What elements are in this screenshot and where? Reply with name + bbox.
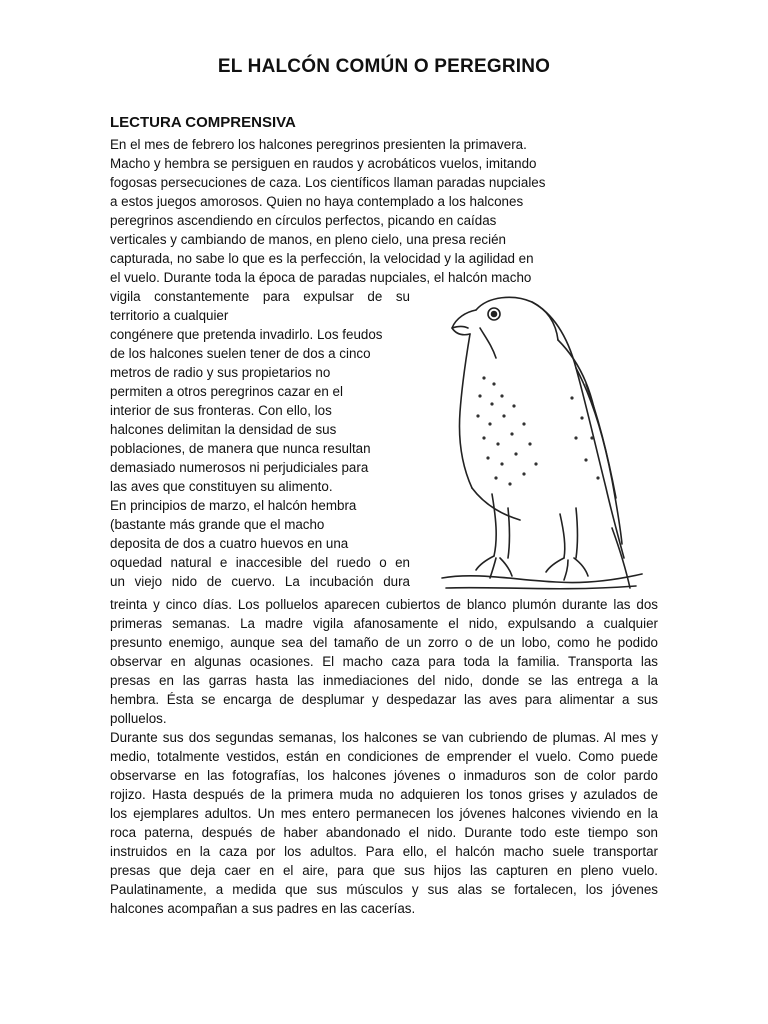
text-line: polluelos.: [110, 711, 167, 726]
text-line: congénere que pretenda invadirlo. Los feudos: [110, 327, 383, 342]
text-line: primeras semanas. La madre vigila afanosamente el nido, expulsando a cualquier: [110, 616, 658, 631]
document-title: EL HALCÓN COMÚN O PEREGRINO: [217, 56, 551, 77]
text-line: observarse en las fotografías, los halcones jóvenes o inmaduros son de color pardo: [110, 768, 658, 783]
text-line: a estos juegos amorosos. Quien no haya contemplado a los halcones: [110, 194, 524, 209]
text-line: presunto enemigo, aunque sea del tamaño de un zorro o de un lobo, como he podido: [110, 635, 658, 650]
section-heading: LECTURA COMPRENSIVA: [110, 114, 296, 131]
text-line: peregrinos ascendiendo en círculos perfectos, picando en caídas: [110, 213, 497, 228]
text-line: (bastante más grande que el macho: [110, 517, 325, 532]
text-line: Durante sus dos segundas semanas, los halcones se van cubriendo de plumas. Al mes y: [110, 730, 658, 745]
text-line: hembra. Ésta se encarga de desplumar y despedazar las aves para alimentar a sus: [110, 692, 658, 707]
text-line: fogosas persecuciones de caza. Los científicos llaman paradas nupciales: [110, 175, 546, 190]
text-line: capturada, no sabe lo que es la perfección, la velocidad y la agilidad en: [110, 251, 534, 266]
text-line: roca paterna, después de haber abandonado el nido. Durante todo este tiempo son: [110, 825, 658, 840]
text-line: halcones acompañan a sus padres en las cacerías.: [110, 901, 416, 916]
text-line: metros de radio y sus propietarios no: [110, 365, 331, 380]
text-line: un viejo nido de cuervo. La incubación dura: [110, 574, 410, 589]
text-line: presas que deja caer en el aire, para que sus hijos las capturen en pleno vuelo.: [110, 863, 658, 878]
text-line: las aves que constituyen su alimento.: [110, 479, 333, 494]
text-line: los ejemplares adultos. Un mes entero permanecen los jóvenes halcones viviendo en la: [110, 806, 658, 821]
text-line: medio, totalmente vestidos, están en condiciones de emprender el vuelo. Como puede: [110, 749, 658, 764]
text-line: permiten a otros peregrinos cazar en el: [110, 384, 343, 399]
text-line: Macho y hembra se persiguen en raudos y acrobáticos vuelos, imitando: [110, 156, 537, 171]
text-line: oquedad natural e inaccesible del ruedo o en: [110, 555, 410, 570]
text-line: demasiado numerosos ni perjudiciales para: [110, 460, 369, 475]
text-line: observar en algunas ocasiones. El macho caza para toda la familia. Transporta las: [110, 654, 658, 669]
text-line: presas en las garras hasta las inmediaciones del nido, donde se las entrega a la: [110, 673, 658, 688]
text-line: Paulatinamente, a medida que sus músculos y sus alas se fortalecen, los jóvenes: [110, 882, 658, 897]
text-line: interior de sus fronteras. Con ello, los: [110, 403, 332, 418]
text-line: halcones delimitan la densidad de sus: [110, 422, 337, 437]
text-line: deposita de dos a cuatro huevos en una: [110, 536, 349, 551]
text-line: territorio a cualquier: [110, 308, 229, 323]
text-line: instruidos en la caza por los adultos. Para ello, el halcón macho suele transportar: [110, 844, 658, 859]
text-line: rojizo. Hasta después de la primera muda no adquieren los tonos grises y azulados de: [110, 787, 658, 802]
text-line: En principios de marzo, el halcón hembra: [110, 498, 357, 513]
text-line: En el mes de febrero los halcones peregrinos presienten la primavera.: [110, 137, 527, 152]
text-line: poblaciones, de manera que nunca resultan: [110, 441, 371, 456]
falcon-illustration: [436, 288, 648, 596]
text-line: verticales y cambiando de manos, en pleno cielo, una presa recién: [110, 232, 506, 247]
text-line: de los halcones suelen tener de dos a cinco: [110, 346, 371, 361]
text-line: vigila constantemente para expulsar de su: [110, 289, 410, 304]
text-line: treinta y cinco días. Los polluelos aparecen cubiertos de blanco plumón durante las dos: [110, 597, 658, 612]
text-line: el vuelo. Durante toda la época de paradas nupciales, el halcón macho: [110, 270, 532, 285]
